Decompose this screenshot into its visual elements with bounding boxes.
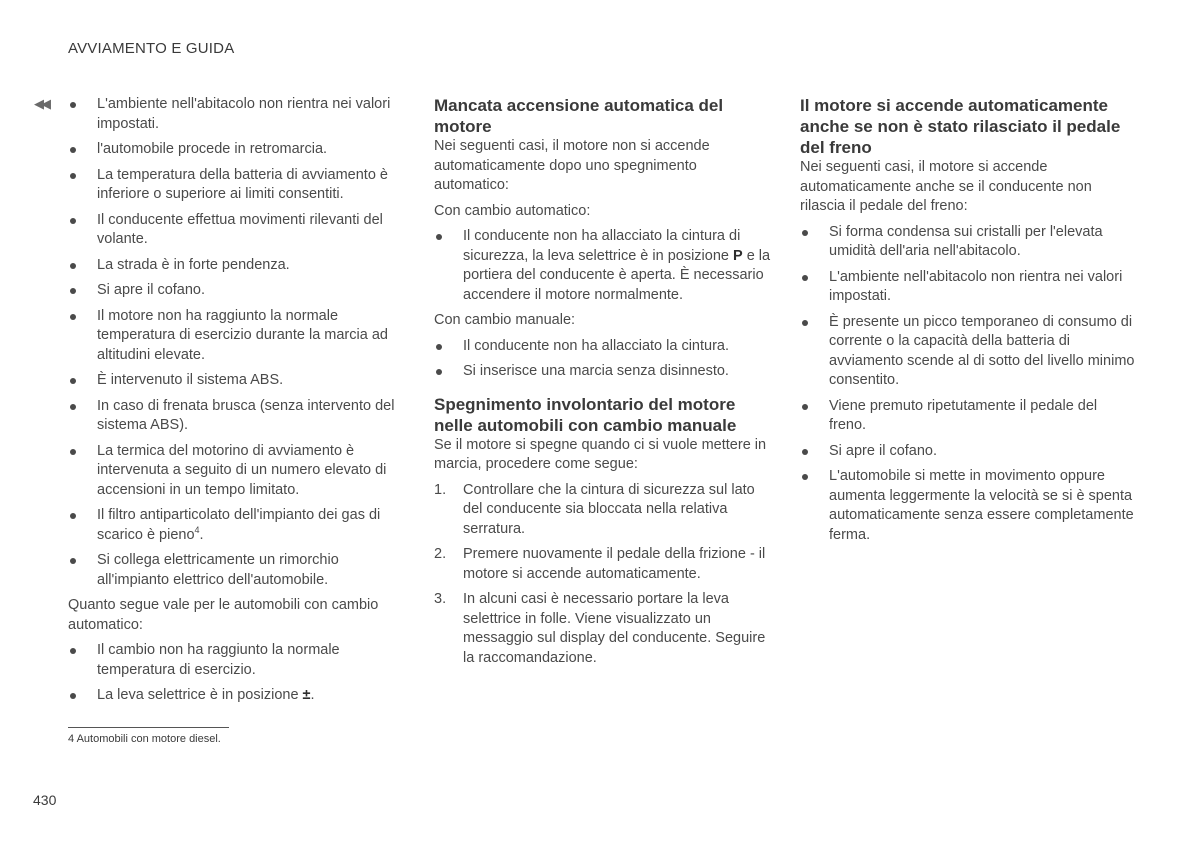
footnote-divider	[68, 727, 229, 728]
step-item	[434, 590, 772, 668]
step-text: In alcuni casi è necessario portare la leva selettrice in folle. Viene visualizzato un messaggio sul display del conducente. Seguire la raccomandazione.	[463, 591, 766, 666]
list-item: Si apre il cofano.	[800, 442, 1138, 462]
section-intro: Se il motore si spegne quando ci si vuole mettere in marcia, procedere come segue:	[434, 436, 767, 472]
step-text: Controllare che la cintura di sicurezza sul lato del conducente sia bloccata nella relativa serratura.	[463, 481, 755, 537]
list-item	[434, 227, 772, 305]
section-intro: Nei seguenti casi, il motore si accende automaticamente anche se il conducente non rilascia il pedale del freno:	[800, 159, 1092, 214]
manual-list	[434, 337, 772, 382]
step-item	[434, 545, 772, 584]
list-item-text: Il conducente non ha allacciato la cintura di sicurezza, la leva selettrice è in posizione	[463, 228, 741, 264]
automatic-list	[434, 227, 772, 305]
step-number: 1.	[434, 481, 447, 498]
lever-position-symbol: ±	[302, 687, 311, 703]
list-item: Il cambio non ha raggiunto la normale temperatura di esercizio.	[68, 641, 403, 680]
list-item: L'ambiente nell'abitacolo non rientra nei valori impostati.	[800, 268, 1138, 307]
list-item: È presente un picco temporaneo di consumo di corrente o la capacità della batteria di avviamento scende al di sotto del livello minimo consentito.	[800, 313, 1138, 391]
section-heading: Mancata accensione automatica del motore	[434, 96, 724, 136]
list-item: l'automobile procede in retromarcia.	[68, 140, 403, 160]
step-number: 2.	[434, 546, 447, 562]
list-item: Si collega elettricamente un rimorchio all'impianto elettrico dell'automobile.	[68, 551, 403, 590]
steps-list	[434, 481, 772, 669]
step-text: Premere nuovamente il pedale della frizione - il motore si accende automaticamente.	[463, 546, 766, 582]
footnote: 4 Automobili con motore diesel.	[68, 733, 221, 745]
list-item: L'ambiente nell'abitacolo non rientra nei valori impostati.	[68, 95, 403, 134]
list-item: Viene premuto ripetutamente il pedale del freno.	[800, 397, 1138, 436]
column-middle	[434, 95, 772, 674]
section-heading: Spegnimento involontario del motore nelle automobili con cambio manuale	[434, 394, 737, 435]
list-item: Il conducente effettua movimenti rilevanti del volante.	[68, 211, 403, 250]
list-item: Si inserisce una marcia senza disinnesto.	[434, 362, 772, 382]
automatic-conditions-list	[68, 641, 403, 706]
list-item: È intervenuto il sistema ABS.	[68, 371, 403, 391]
manual-label: Con cambio manuale:	[434, 312, 576, 328]
page-number: 430	[33, 792, 57, 808]
list-item-suffix: .	[310, 687, 315, 703]
step-number: 3.	[434, 591, 447, 607]
step-item	[434, 481, 772, 540]
list-item-text: La leva selettrice è in posizione	[97, 687, 303, 703]
list-item-text: e la portiera del conducente è aperta. È necessario accendere il motore normalmente.	[463, 247, 771, 303]
column-right	[800, 95, 1138, 551]
automatic-intro: Quanto segue vale per le automobili con cambio automatico:	[68, 597, 379, 633]
list-item: Il filtro antiparticolato dell'impianto dei gas di scarico è pieno$^4$.	[68, 506, 403, 545]
list-item: Si forma condensa sui cristalli per l'elevata umidità dell'aria nell'abitacolo.	[800, 223, 1138, 262]
list-item: La temperatura della batteria di avviamento è inferiore o superiore ai limiti consentiti.	[68, 166, 403, 205]
automatic-label: Con cambio automatico:	[434, 202, 591, 219]
list-item: L'automobile si mette in movimento oppure aumenta leggermente la velocità se si è spenta automaticamente senza essere completamente ferma.	[800, 467, 1138, 545]
section-header: AVVIAMENTO E GUIDA	[68, 40, 235, 57]
section-heading: Il motore si accende automaticamente anche se non è stato rilasciato il pedale del freno	[800, 96, 1121, 157]
list-item: Il conducente non ha allacciato la cintura.	[434, 337, 772, 357]
list-item: Il motore non ha raggiunto la normale temperatura di esercizio durante la marcia ad altitudini elevate.	[68, 307, 403, 366]
column-left	[68, 95, 403, 712]
list-item	[68, 686, 403, 706]
continued-from-previous-icon: ◀◀	[34, 96, 48, 111]
list-item-text: Il filtro antiparticolato dell'impianto dei gas di scarico è pieno	[97, 507, 381, 543]
list-item: La strada è in forte pendenza.	[68, 256, 403, 276]
section-intro: Nei seguenti casi, il motore non si accende automaticamente dopo uno spegnimento automatico:	[434, 138, 710, 193]
footnote-reference: 4	[194, 524, 200, 535]
conditions-list	[800, 223, 1138, 546]
conditions-list	[68, 95, 403, 590]
list-item: Si apre il cofano.	[68, 281, 403, 301]
list-item: In caso di frenata brusca (senza intervento del sistema ABS).	[68, 397, 403, 436]
gear-position-p: P	[733, 247, 743, 264]
list-item: La termica del motorino di avviamento è intervenuta a seguito di un numero elevato di accensioni in un tempo limitato.	[68, 442, 403, 501]
